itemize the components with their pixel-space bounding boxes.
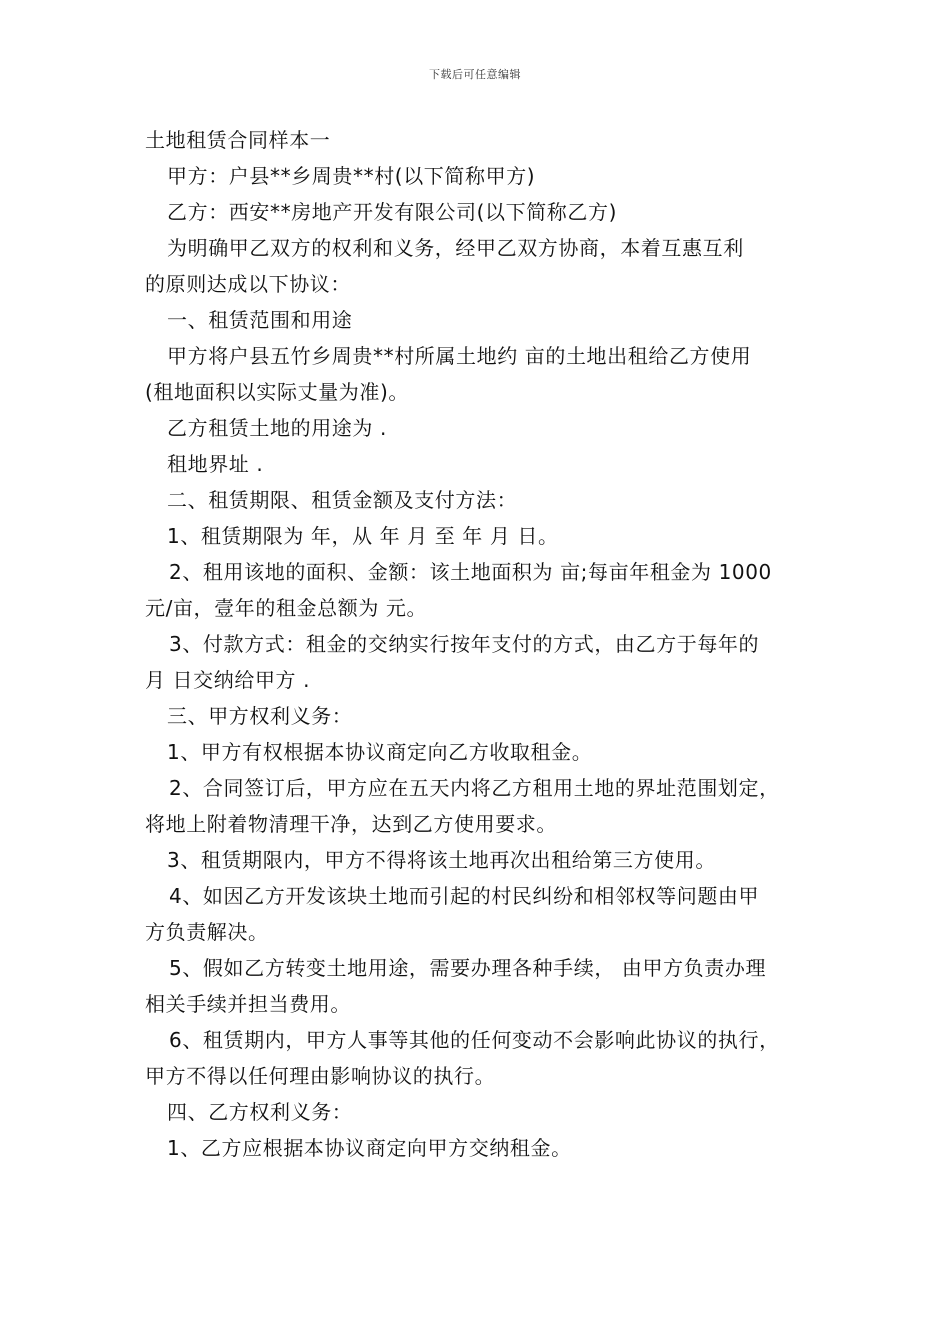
section-3-item-5-line-2: 相关手续并担当费用。 — [145, 992, 351, 1016]
section-2-heading: 二、租赁期限、租赁金额及支付方法： — [167, 488, 518, 512]
section-3-item-5-line-1: 5、假如乙方转变土地用途，需要办理各种手续， 由甲方负责办理 — [169, 956, 767, 980]
land-use-line: 乙方租赁土地的用途为 . — [167, 416, 387, 440]
section-3-item-2-line-2: 将地上附着物清理干净，达到乙方使用要求。 — [145, 812, 557, 836]
section-2-item-2-line-1: 2、租用该地的面积、金额：该土地面积为 亩;每亩年租金为 1000 — [169, 560, 772, 584]
section-3-heading: 三、甲方权利义务： — [167, 704, 353, 728]
section-2-item-3-line-1: 3、付款方式：租金的交纳实行按年支付的方式，由乙方于每年的 — [169, 632, 760, 656]
section-3-item-1: 1、甲方有权根据本协议商定向乙方收取租金。 — [167, 740, 593, 764]
section-1-heading: 一、租赁范围和用途 — [167, 308, 353, 332]
preamble-line-1: 为明确甲乙双方的权利和义务，经甲乙双方协商，本着互惠互利 — [167, 236, 744, 260]
document-title: 土地租赁合同样本一 — [145, 128, 331, 152]
section-3-item-6-line-2: 甲方不得以任何理由影响协议的执行。 — [145, 1064, 496, 1088]
section-4-heading: 四、乙方权利义务： — [167, 1100, 353, 1124]
section-2-item-3-line-2: 月 日交纳给甲方 . — [145, 668, 311, 692]
section-1-paragraph-line-2: (租地面积以实际丈量为准)。 — [145, 380, 410, 404]
section-4-item-1: 1、乙方应根据本协议商定向甲方交纳租金。 — [167, 1136, 572, 1160]
preamble-line-2: 的原则达成以下协议： — [145, 272, 351, 296]
section-3-item-6-line-1: 6、租赁期内，甲方人事等其他的任何变动不会影响此协议的执行， — [169, 1028, 780, 1052]
party-a-line: 甲方：户县**乡周贵**村(以下简称甲方) — [167, 164, 536, 188]
party-b-line: 乙方：西安**房地产开发有限公司(以下简称乙方) — [167, 200, 618, 224]
contract-body — [145, 122, 815, 1166]
land-boundary-line: 租地界址 . — [167, 452, 264, 476]
section-3-item-4-line-2: 方负责解决。 — [145, 920, 269, 944]
section-3-item-2-line-1: 2、合同签订后，甲方应在五天内将乙方租用土地的界址范围划定， — [169, 776, 780, 800]
section-3-item-4-line-1: 4、如因乙方开发该块土地而引起的村民纠纷和相邻权等问题由甲 — [169, 884, 760, 908]
section-3-item-3: 3、租赁期限内，甲方不得将该土地再次出租给第三方使用。 — [167, 848, 716, 872]
section-2-item-2-line-2: 元/亩，壹年的租金总额为 元。 — [145, 596, 428, 620]
section-2-item-1: 1、租赁期限为 年，从 年 月 至 年 月 日。 — [167, 524, 559, 548]
section-1-paragraph-line-1: 甲方将户县五竹乡周贵**村所属土地约 亩的土地出租给乙方使用 — [167, 344, 752, 368]
header-note: 下载后可任意编辑 — [429, 68, 521, 81]
